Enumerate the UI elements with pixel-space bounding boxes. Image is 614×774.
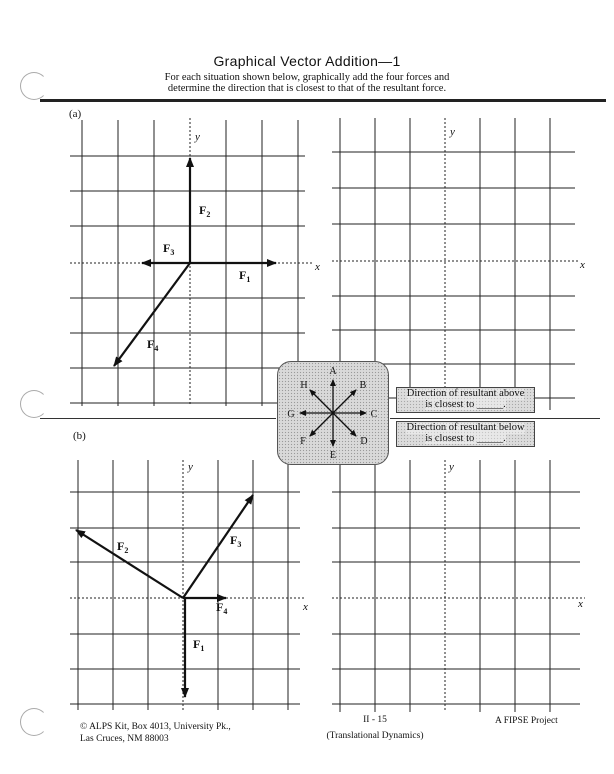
answer-above-line-2: is closest to _____. [425,398,506,410]
axis-label-x-a-right: x [580,259,585,271]
label-a-f1: $F_1$ [239,268,251,284]
page-title: Graphical Vector Addition—1 [213,53,401,69]
label-a-f2: $F_2$ [199,203,211,219]
footer-left-line-1: © ALPS Kit, Box 4013, University Pk., [80,722,231,732]
axis-label-y-b-left: y [188,461,193,473]
instructions-line-2: determine the direction that is closest to that of the resultant force. [167,83,447,94]
compass-label-h: H [300,380,308,391]
label-b-f2: $F_2$ [117,539,129,555]
footer-center [310,714,440,742]
compass-label-f: F [300,436,306,447]
answer-box-below[interactable] [396,421,535,447]
compass-label-c: C [370,409,378,420]
label-b-f3: $F_3$ [230,533,242,549]
compass-label-e: E [329,450,337,461]
part-a-label: (a) [69,108,82,120]
compass-label-b: B [359,380,367,391]
compass-label-g: G [287,409,295,420]
label-a-f3: $F_3$ [163,241,175,257]
footer-right: A FIPSE Project [495,716,558,726]
label-a-f4: $F_4$ [147,337,159,353]
answer-below-line-2: is closest to _____. [425,432,506,444]
axis-label-x-b-right: x [578,598,583,610]
compass-label-a: A [329,366,337,377]
answer-below-line-1: Direction of resultant below [406,422,525,433]
compass-rose [278,362,388,464]
footer-left-line-2: Las Cruces, NM 88003 [80,734,169,744]
instructions-line-1: For each situation shown below, graphically add the four forces and [164,72,450,83]
axis-label-x-b-left: x [303,601,308,613]
axis-label-y-a-right: y [450,126,455,138]
label-b-f4: $F_4$ [216,600,228,616]
direction-legend [277,361,389,465]
page-number: II - 15 [363,715,387,725]
axis-label-y-a-left: y [195,131,200,143]
vector-b-f2 [76,530,183,598]
label-b-f1: $F_1$ [193,637,205,653]
part-b-label: (b) [73,430,86,442]
answer-above-line-1: Direction of resultant above [406,388,525,399]
axis-label-y-b-right: y [449,461,454,473]
grid-b-right [332,460,580,712]
footer-left [80,721,231,745]
unit-name: (Translational Dynamics) [326,731,424,741]
answer-box-above[interactable] [396,387,535,413]
axis-label-x-a-left: x [315,261,320,273]
compass-label-d: D [360,436,368,447]
